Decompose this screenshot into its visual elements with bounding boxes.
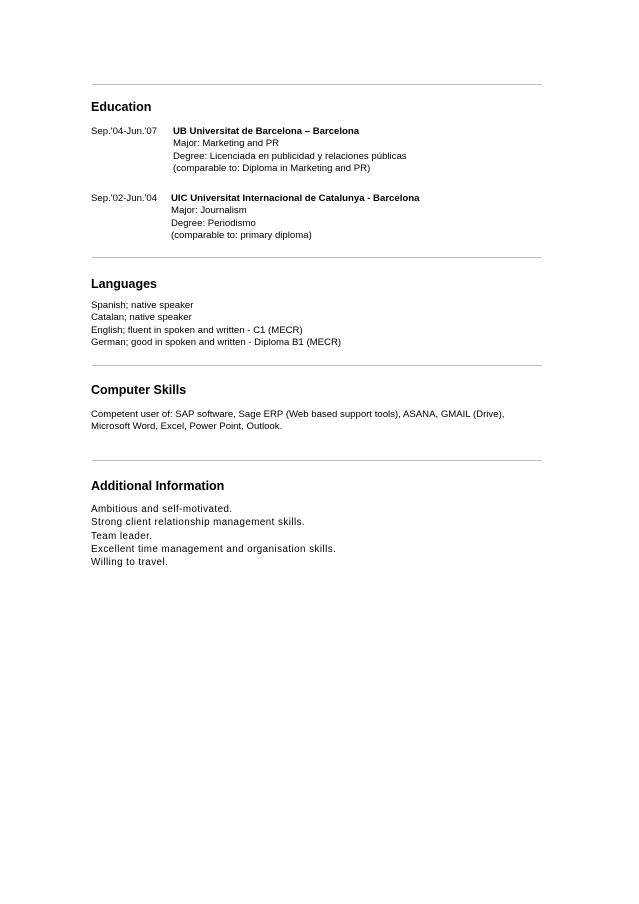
skills-line: Competent user of: SAP software, Sage ERP (Web based support tools), ASANA, GMAIL (Drive), [91, 409, 505, 420]
education-comparable: (comparable to: primary diploma) [171, 229, 312, 241]
education-dates: Sep.'02-Jun.'04 [91, 193, 158, 204]
section-divider [92, 257, 542, 258]
education-dates: Sep.'04-Jun.'07 [91, 126, 158, 137]
computer-skills-heading: Computer Skills [91, 383, 187, 397]
info-item: Excellent time management and organisation skills. [91, 543, 337, 555]
language-item: English; fluent in spoken and written - C1 (MECR) [91, 324, 303, 336]
education-degree: Degree: Periodismo [171, 217, 256, 229]
education-entry [171, 193, 419, 242]
section-divider [92, 460, 542, 461]
education-major: Major: Journalism [171, 205, 247, 217]
education-comparable: (comparable to: Diploma in Marketing and PR) [173, 162, 371, 174]
education-heading: Education [91, 100, 152, 114]
languages-list [91, 300, 341, 349]
info-item: Ambitious and self-motivated. [91, 504, 233, 515]
education-entry [173, 126, 407, 175]
info-item: Strong client relationship management skills. [91, 517, 306, 529]
language-item: German; good in spoken and written - Diploma B1 (MECR) [91, 336, 342, 348]
education-major: Major: Marketing and PR [173, 138, 280, 150]
skills-line: Microsoft Word, Excel, Power Point, Outlook. [91, 421, 283, 433]
section-divider [92, 365, 542, 366]
school-name: UB Universitat de Barcelona – Barcelona [173, 126, 360, 137]
school-name: UIC Universitat Internacional de Catalunya - Barcelona [171, 193, 420, 204]
info-item: Willing to travel. [91, 557, 169, 569]
education-degree: Degree: Licenciada en publicidad y relaciones públicas [173, 150, 407, 162]
info-item: Team leader. [91, 530, 153, 542]
languages-heading: Languages [91, 277, 157, 291]
language-item: Catalan; native speaker [91, 312, 192, 324]
additional-information-list [91, 503, 336, 569]
additional-information-heading: Additional Information [91, 479, 225, 493]
section-divider [92, 84, 542, 85]
computer-skills-text [91, 409, 504, 434]
language-item: Spanish; native speaker [91, 300, 194, 311]
